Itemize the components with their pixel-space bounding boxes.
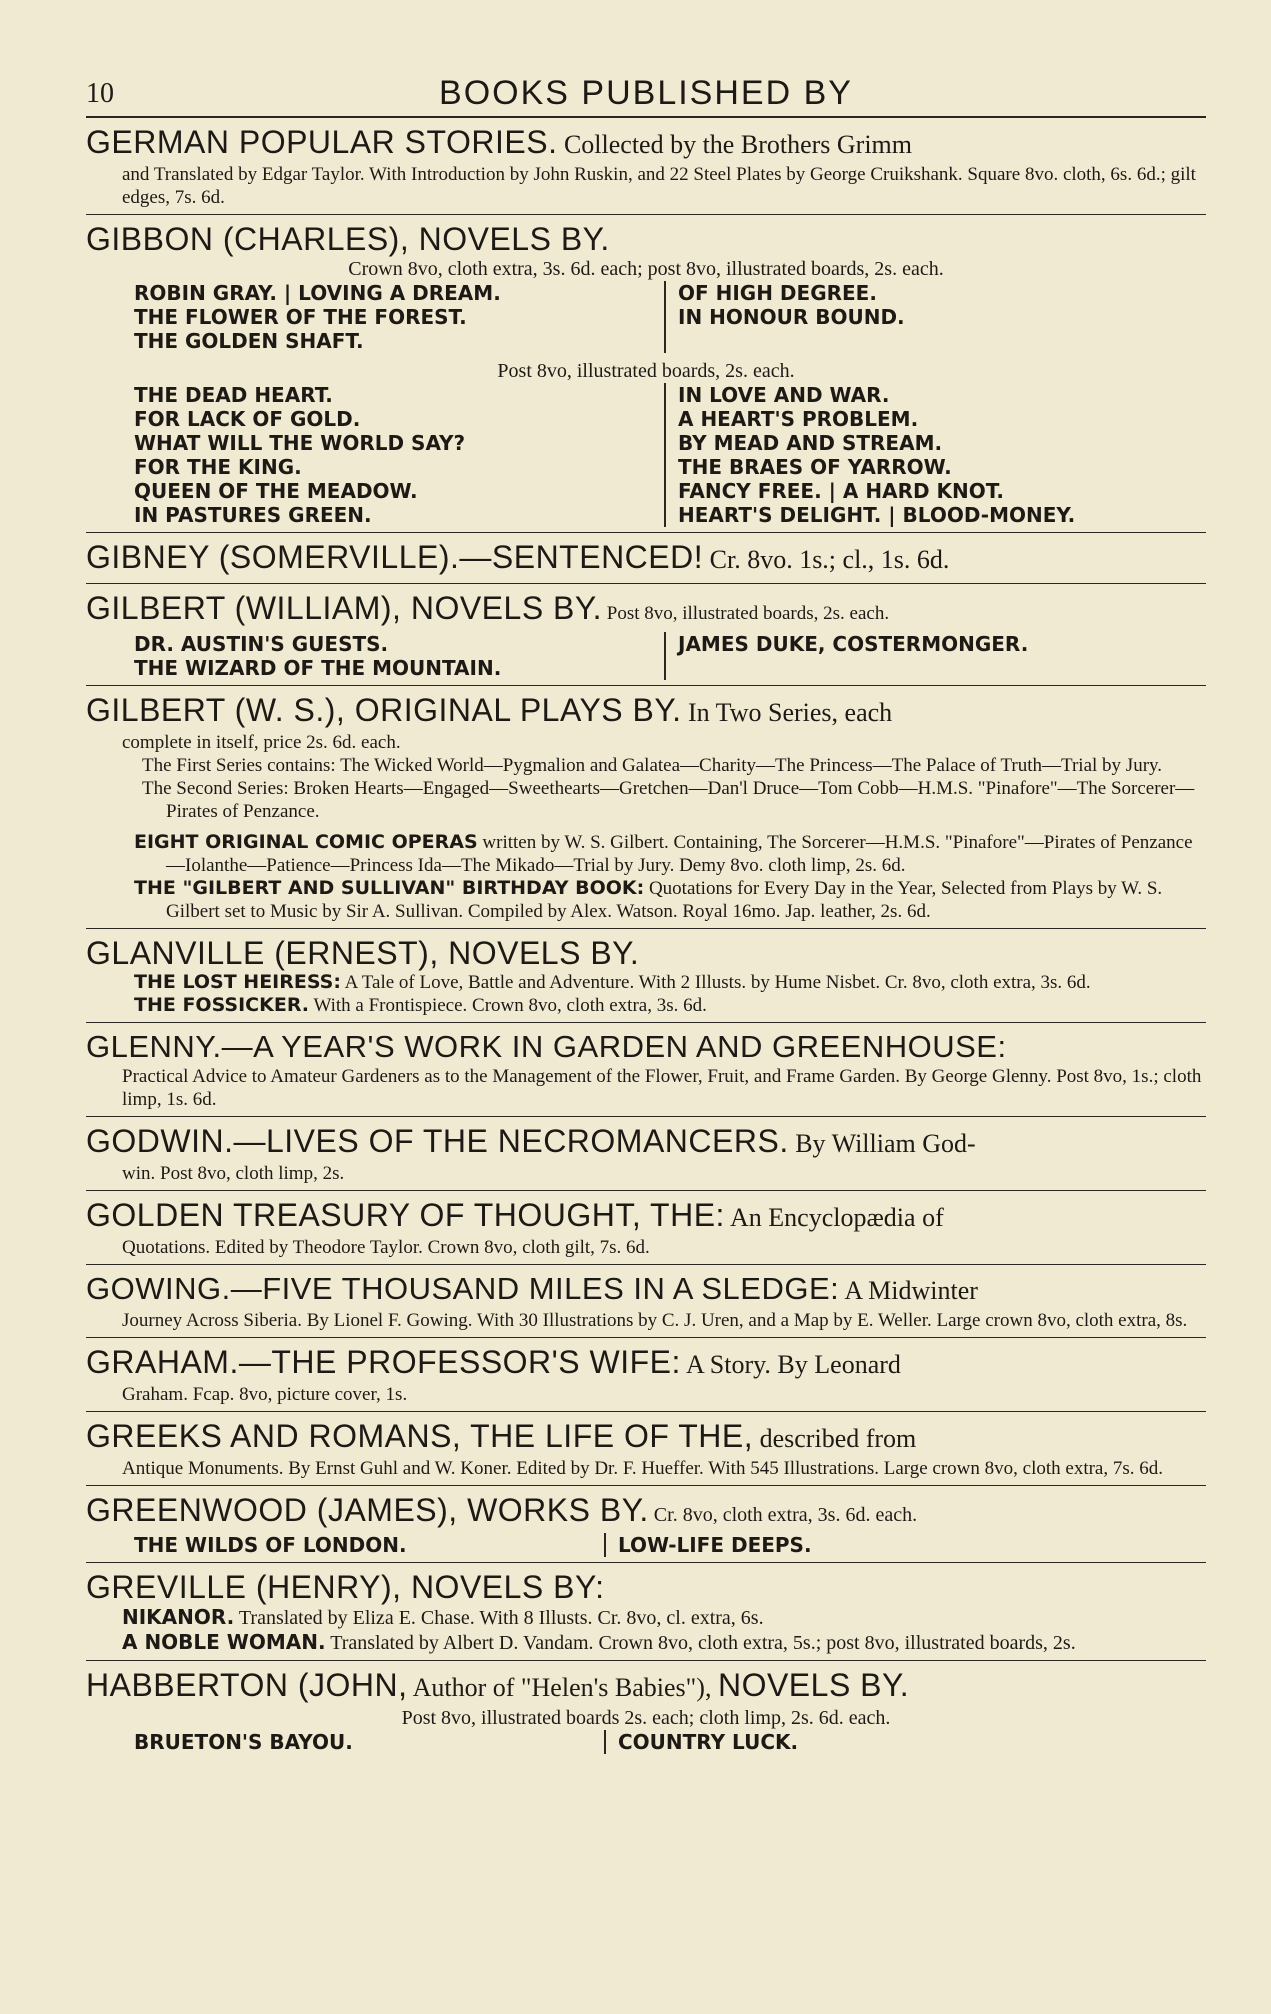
- sub-title: NIKANOR.: [122, 1605, 235, 1629]
- entry-gilbert-william: [86, 584, 1206, 686]
- entry-heading-tail: Cr. 8vo. 1s.; cl., 1s. 6d.: [703, 545, 950, 574]
- entry-heading: GIBNEY (SOMERVILLE).—SENTENCED!: [86, 539, 704, 575]
- entry-heading-tail: described from: [753, 1424, 917, 1453]
- entry-body: Graham. Fcap. 8vo, picture cover, 1s.: [122, 1384, 408, 1405]
- entry-glanville: [86, 929, 1206, 1023]
- fossicker: [86, 994, 1206, 1017]
- entry-heading-tail: Collected by the Brothers Grimm: [557, 130, 912, 159]
- noble-woman: [86, 1630, 1206, 1655]
- title-columns: [86, 632, 1206, 680]
- entry-heading-tail: By William God-: [788, 1129, 976, 1158]
- page-title: BOOKS PUBLISHED BY: [439, 74, 853, 112]
- title-item: THE GOLDEN SHAFT.: [134, 329, 364, 353]
- entry-graham: [86, 1338, 1206, 1412]
- entry-heading: GOLDEN TREASURY OF THOUGHT, THE:: [86, 1197, 725, 1233]
- entry-body: and Translated by Edgar Taylor. With Introduction by John Ruskin, and 22 Steel Plates by George Cruikshank. Square 8vo. cloth, 6s. 6d.; gilt edges, 7s. 6d.: [122, 164, 1196, 208]
- title-item: OF HIGH DEGREE.: [678, 281, 877, 305]
- lost-heiress: [86, 971, 1206, 994]
- title-item: FOR LACK OF GOLD.: [134, 407, 361, 431]
- entry-heading: GREVILLE (HENRY), NOVELS BY:: [86, 1569, 605, 1605]
- title-item: IN PASTURES GREEN.: [134, 503, 372, 527]
- second-series: The Second Series: Broken Hearts—Engaged—Sweethearts—Gretchen—Dan'l Druce—Tom Cobb—H.M.S. "Pinafore"—The Sorcerer—Pirates of Penzance.: [142, 778, 1195, 822]
- entry-body: Practical Advice to Amateur Gardeners as to the Management of the Flower, Fruit, and Frame Garden. By George Glenny. Post 8vo, 1s.; cloth limp, 1s. 6d.: [122, 1066, 1202, 1110]
- title-item: JAMES DUKE, COSTERMONGER.: [678, 632, 1029, 656]
- entry-gibbon: [86, 215, 1206, 533]
- page-number: 10: [86, 78, 114, 109]
- sub-title: THE FOSSICKER.: [134, 994, 310, 1016]
- sub-body: Translated by Albert D. Vandam. Crown 8vo, cloth extra, 5s.; post 8vo, illustrated boards, 2s.: [325, 1632, 1076, 1654]
- sub-body: A Tale of Love, Battle and Adventure. With 2 Illusts. by Hume Nisbet. Cr. 8vo, cloth extra, 3s. 6d.: [340, 972, 1091, 993]
- entry-body: win. Post 8vo, cloth limp, 2s.: [122, 1163, 345, 1184]
- entry-heading-tail: Cr. 8vo, cloth extra, 3s. 6d. each.: [648, 1504, 918, 1526]
- entry-german-popular-stories: [86, 118, 1206, 215]
- entry-heading-tail: Post 8vo, illustrated boards, 2s. each.: [602, 603, 890, 624]
- title-item: ROBIN GRAY. | LOVING A DREAM.: [134, 281, 501, 305]
- entry-heading: GIBBON (CHARLES), NOVELS BY.: [86, 221, 610, 257]
- entry-golden-treasury: [86, 1191, 1206, 1265]
- sub-body: Quotations for Every Day in the Year, Selected from Plays by W. S. Gilbert set to Music by Sir A. Sullivan. Compiled by Alex. Watson. Royal 16mo. Jap. leather, 2s. 6d.: [166, 878, 1163, 922]
- sub-body: written by W. S. Gilbert. Containing, The Sorcerer—H.M.S. "Pinafore"—Pirates of Penzance—Iolanthe—Patience—Princess Ida—The Mikado—Trial by Jury. Demy 8vo. cloth limp, 2s. 6d.: [166, 832, 1193, 876]
- entry-godwin: [86, 1117, 1206, 1191]
- title-item: BY MEAD AND STREAM.: [678, 431, 943, 455]
- sub-title: A NOBLE WOMAN.: [122, 1630, 326, 1654]
- title-columns: [86, 383, 1206, 527]
- entry-gilbert-ws: [86, 686, 1206, 929]
- entry-note: Post 8vo, illustrated boards, 2s. each.: [497, 360, 795, 382]
- nikanor: [86, 1605, 1206, 1630]
- title-item: IN LOVE AND WAR.: [678, 383, 890, 407]
- title-columns: [86, 281, 1206, 353]
- title-item: THE BRAES OF YARROW.: [678, 455, 952, 479]
- entry-heading: GILBERT (WILLIAM), NOVELS BY.: [86, 590, 602, 626]
- sub-title: THE "GILBERT AND SULLIVAN" BIRTHDAY BOOK:: [134, 877, 645, 899]
- entry-glenny: [86, 1023, 1206, 1117]
- title-item: A HEART'S PROBLEM.: [678, 407, 919, 431]
- entry-note: Post 8vo, illustrated boards 2s. each; cloth limp, 2s. 6d. each.: [401, 1707, 891, 1729]
- entry-greenwood: [86, 1486, 1206, 1563]
- entry-habberton: [86, 1661, 1206, 1759]
- title-item: COUNTRY LUCK.: [618, 1730, 799, 1754]
- entry-body: Antique Monuments. By Ernst Guhl and W. Koner. Edited by Dr. F. Hueffer. With 545 Illustrations. Large crown 8vo, cloth extra, 7s. 6d.: [122, 1458, 1164, 1479]
- comic-operas: [86, 831, 1206, 877]
- title-columns: [86, 1533, 1206, 1557]
- entry-heading: GREENWOOD (JAMES), WORKS BY.: [86, 1492, 649, 1528]
- entry-heading: HABBERTON (JOHN,: [86, 1667, 408, 1703]
- title-item: QUEEN OF THE MEADOW.: [134, 479, 418, 503]
- first-series: The First Series contains: The Wicked World—Pygmalion and Galatea—Charity—The Princess—The Palace of Truth—Trial by Jury.: [142, 755, 1163, 776]
- entry-gibney: [86, 533, 1206, 584]
- entry-body: Quotations. Edited by Theodore Taylor. Crown 8vo, cloth gilt, 7s. 6d.: [122, 1237, 650, 1258]
- title-item: BRUETON'S BAYOU.: [134, 1730, 353, 1754]
- title-item: THE DEAD HEART.: [134, 383, 333, 407]
- entry-heading: GILBERT (W. S.), ORIGINAL PLAYS BY.: [86, 692, 682, 728]
- entry-heading: GODWIN.—LIVES OF THE NECROMANCERS.: [86, 1123, 789, 1159]
- entry-heading: GRAHAM.—THE PROFESSOR'S WIFE:: [86, 1344, 681, 1380]
- title-item: THE FLOWER OF THE FOREST.: [134, 305, 467, 329]
- title-item: HEART'S DELIGHT. | BLOOD-MONEY.: [678, 503, 1076, 527]
- title-item: WHAT WILL THE WORLD SAY?: [134, 431, 466, 455]
- entry-heading: GREEKS AND ROMANS, THE LIFE OF THE,: [86, 1418, 754, 1454]
- entry-heading-tail: A Story. By Leonard: [680, 1350, 901, 1379]
- birthday-book: [86, 877, 1206, 923]
- entry-heading: GOWING.—FIVE THOUSAND MILES IN A SLEDGE:: [86, 1271, 840, 1306]
- title-item: THE WIZARD OF THE MOUNTAIN.: [134, 656, 502, 680]
- entry-heading-end: NOVELS BY.: [717, 1667, 910, 1703]
- entry-greeks-and-romans: [86, 1412, 1206, 1486]
- entry-gowing: [86, 1265, 1206, 1338]
- entry-heading: GERMAN POPULAR STORIES.: [86, 124, 558, 160]
- title-item: THE WILDS OF LONDON.: [134, 1533, 407, 1557]
- running-head: [86, 60, 1206, 116]
- sub-body: Translated by Eliza E. Chase. With 8 Illusts. Cr. 8vo, cl. extra, 6s.: [234, 1607, 764, 1629]
- title-columns: [86, 1730, 1206, 1754]
- entry-heading: GLENNY.—A YEAR'S WORK IN GARDEN AND GREENHOUSE:: [86, 1029, 1007, 1064]
- sub-title: THE LOST HEIRESS:: [134, 971, 341, 993]
- page: [86, 60, 1206, 1759]
- title-item: LOW-LIFE DEEPS.: [618, 1533, 812, 1557]
- entry-greville: [86, 1563, 1206, 1661]
- entry-heading-tail: An Encyclopædia of: [724, 1203, 944, 1232]
- entry-heading: GLANVILLE (ERNEST), NOVELS BY.: [86, 935, 640, 971]
- entry-note: Crown 8vo, cloth extra, 3s. 6d. each; post 8vo, illustrated boards, 2s. each.: [348, 258, 944, 280]
- entry-heading-mid: Author of "Helen's Babies"),: [407, 1673, 718, 1702]
- entry-heading-tail: In Two Series, each: [681, 698, 893, 727]
- entry-heading-tail: A Midwinter: [839, 1276, 978, 1305]
- title-item: IN HONOUR BOUND.: [678, 305, 905, 329]
- title-item: FANCY FREE. | A HARD KNOT.: [678, 479, 1004, 503]
- entry-intro: complete in itself, price 2s. 6d. each.: [122, 732, 401, 753]
- title-item: DR. AUSTIN'S GUESTS.: [134, 632, 389, 656]
- sub-body: With a Frontispiece. Crown 8vo, cloth extra, 3s. 6d.: [309, 995, 707, 1016]
- title-item: FOR THE KING.: [134, 455, 302, 479]
- sub-title: EIGHT ORIGINAL COMIC OPERAS: [134, 831, 478, 853]
- entry-body: Journey Across Siberia. By Lionel F. Gowing. With 30 Illustrations by C. J. Uren, and a Map by E. Weller. Large crown 8vo, cloth extra, 8s.: [122, 1310, 1188, 1331]
